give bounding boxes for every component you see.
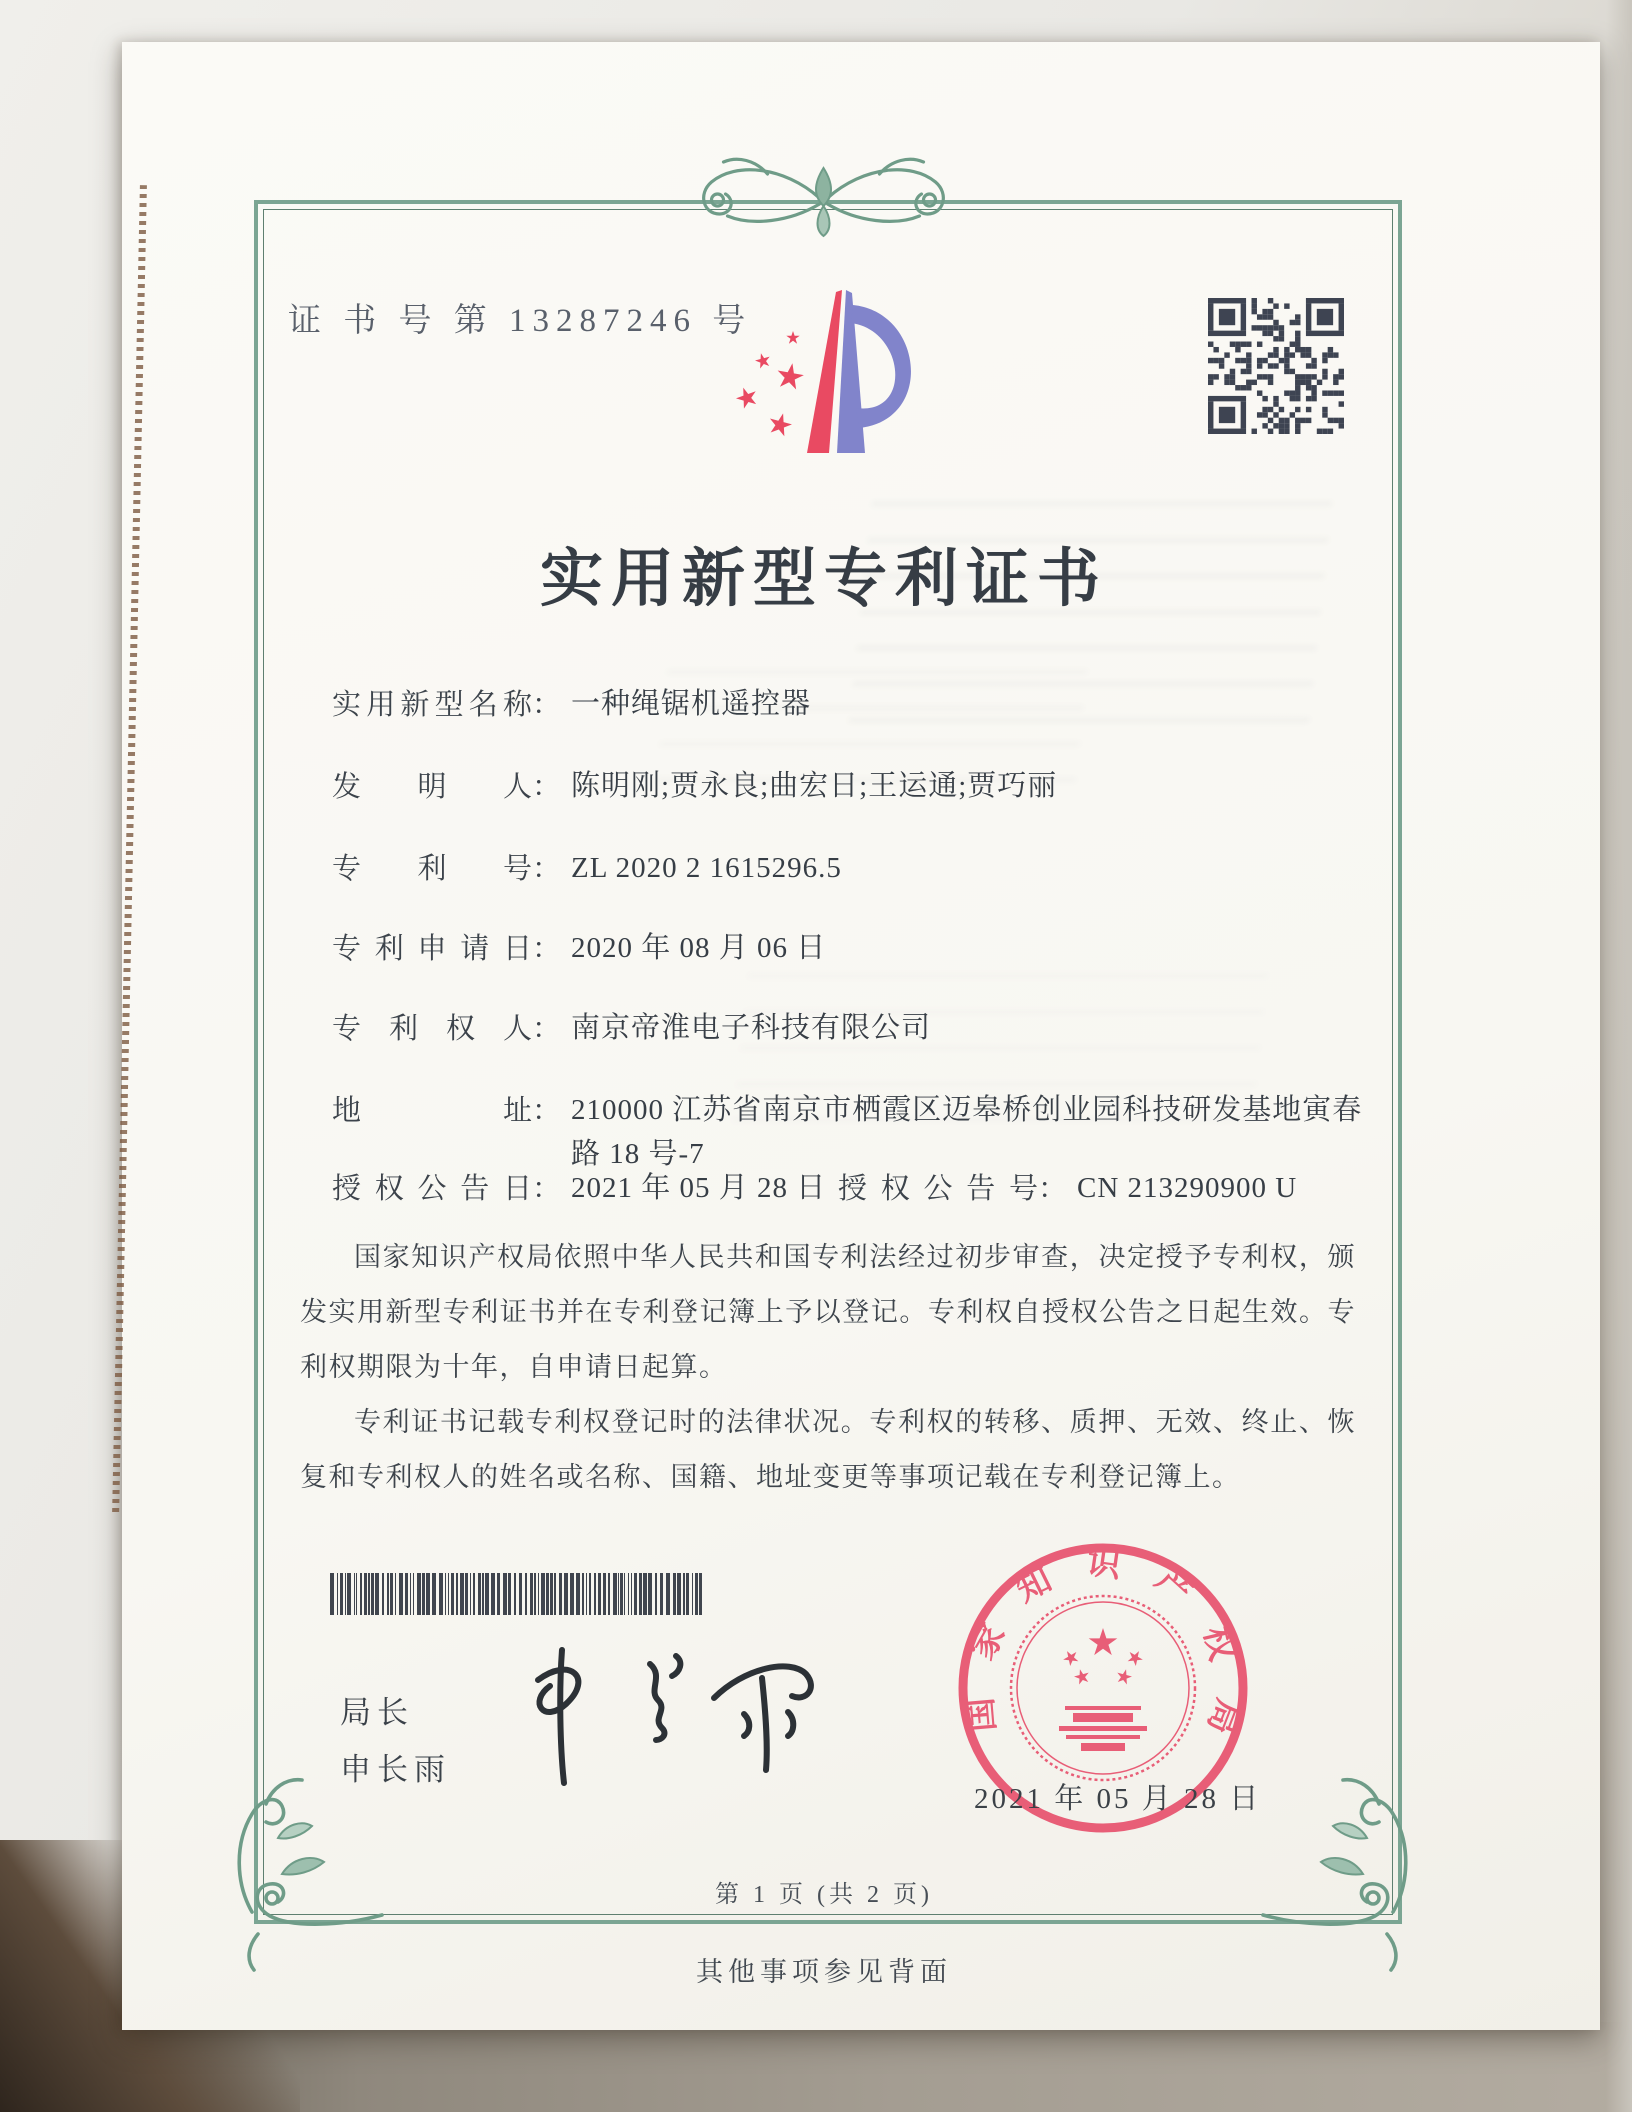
field-colon: ： — [532, 933, 562, 965]
field-colon: ： — [532, 689, 562, 721]
field-label: 发明人 — [332, 771, 532, 803]
seal-date: 2021 年 05 月 28 日 — [974, 1783, 1262, 1815]
field-label: 地址 — [332, 1095, 532, 1127]
field-value: 陈明刚;贾永良;曲宏日;王运通;贾巧丽 — [571, 770, 1058, 802]
field-value: ZL 2020 2 1615296.5 — [571, 852, 842, 884]
field-label: 授权公告日 — [332, 1173, 532, 1205]
field-label: 专利申请日 — [332, 933, 532, 965]
border-ornament-top-center — [643, 138, 1004, 238]
field-colon: ： — [1038, 1173, 1068, 1205]
director-signature — [500, 1628, 840, 1803]
seal-text: 国家知识产权局 — [959, 1543, 1248, 1770]
field-colon: ： — [532, 853, 562, 885]
field-label: 授权公告号 — [838, 1173, 1038, 1205]
back-note: 其他事项参见背面 — [696, 1957, 952, 1987]
field-colon: ： — [532, 771, 562, 803]
field-value: 南京帝淮电子科技有限公司 — [571, 1012, 932, 1044]
field-value: 2020 年 08 月 06 日 — [571, 932, 827, 964]
legal-paragraph: 国家知识产权局依照中华人民共和国专利法经过初步审查，决定授予专利权，颁发实用新型专利证书并在专利登记簿上予以登记。专利权自授权公告之日起生效。专利权期限为十年，自申请日起算。 — [300, 1242, 1356, 1382]
legal-text — [300, 1230, 1356, 1505]
field-value: 210000 江苏省南京市栖霞区迈皋桥创业园科技研发基地寅春路 18 号-7 — [571, 1094, 1363, 1170]
field-label: 专利权人 — [332, 1013, 532, 1045]
field-value: CN 213290900 U — [1077, 1172, 1298, 1204]
cnipa-logo-icon — [725, 270, 925, 470]
barcode — [330, 1573, 710, 1615]
field-colon: ： — [532, 1095, 562, 1127]
seal-emblem — [1059, 1706, 1147, 1751]
certificate-title: 实用新型专利证书 — [540, 544, 1108, 614]
field-row-inventors — [332, 764, 1402, 808]
legal-paragraph: 专利证书记载专利权登记时的法律状况。专利权的转移、质押、无效、终止、恢复和专利权人的姓名或名称、国籍、地址变更等事项记载在专利登记簿上。 — [300, 1407, 1356, 1492]
field-label: 实用新型名称 — [332, 689, 532, 721]
field-label: 专利号 — [332, 853, 532, 885]
field-row-address — [332, 1088, 1402, 1176]
certificate-number: 证 书 号 第 13287246 号 — [288, 303, 753, 339]
field-value: 一种绳锯机遥控器 — [571, 688, 812, 720]
signer-name: 申长雨 — [340, 1752, 451, 1787]
field-row-patent-number — [332, 846, 1402, 890]
photo-background-right — [1606, 0, 1632, 2112]
field-row-name — [332, 682, 1402, 726]
page-indicator: 第 1 页 (共 2 页) — [715, 1882, 933, 1908]
field-colon: ： — [532, 1173, 562, 1205]
qr-code — [1208, 298, 1344, 434]
field-colon: ： — [532, 1013, 562, 1045]
signer-title: 局长 — [340, 1695, 414, 1730]
certificate-paper — [122, 42, 1600, 2030]
field-row-grant-number — [838, 1166, 1297, 1210]
field-row-patentee — [332, 1006, 1402, 1050]
field-value: 2021 年 05 月 28 日 — [571, 1172, 827, 1204]
field-row-filing-date — [332, 926, 1402, 970]
